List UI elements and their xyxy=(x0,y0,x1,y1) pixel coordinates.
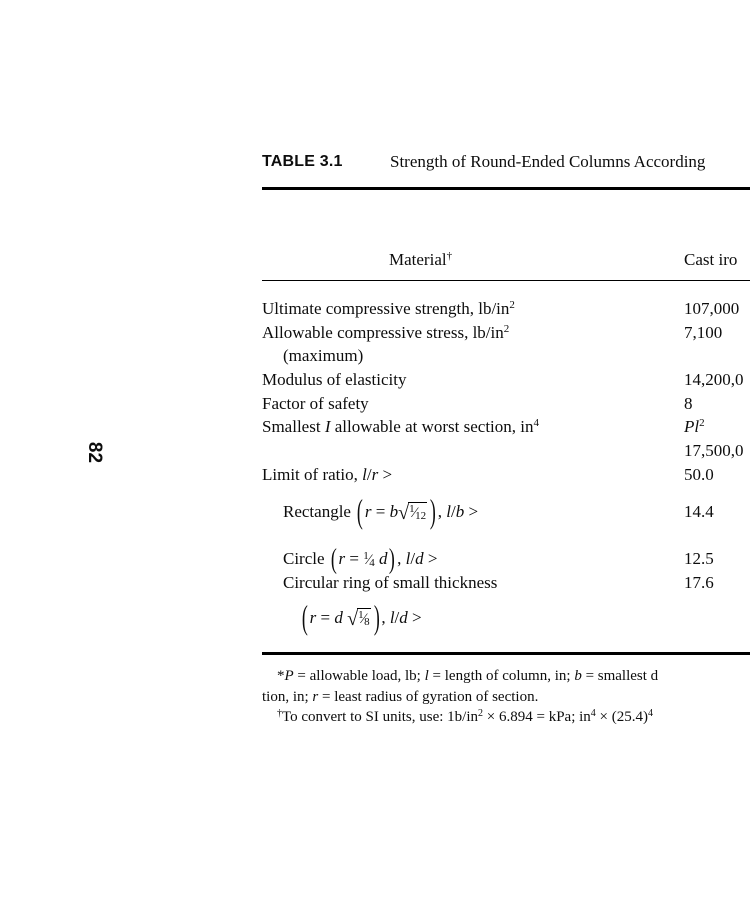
italic-text: l xyxy=(362,465,367,484)
italic-text: l xyxy=(694,417,700,436)
column-header-cast-iron xyxy=(684,248,737,272)
italic-text: l xyxy=(424,668,429,684)
footnote-line xyxy=(277,707,653,728)
text: = xyxy=(371,502,390,521)
text: / xyxy=(366,465,372,484)
text: = xyxy=(316,608,335,627)
italic-text: b xyxy=(389,502,399,521)
text: (maximum) xyxy=(283,346,364,365)
header-rule xyxy=(262,280,750,281)
case-fraction xyxy=(358,609,370,628)
text: Cast iro xyxy=(684,250,738,269)
case-fraction xyxy=(363,550,375,569)
italic-text: b xyxy=(574,668,582,684)
text: To convert to SI units, use: 1b/in xyxy=(282,709,479,725)
vinculum xyxy=(408,502,427,503)
table-title: Strength of Round-Ended Columns According xyxy=(390,152,706,171)
italic-text: P xyxy=(284,668,294,684)
text: * xyxy=(277,668,285,684)
row-label xyxy=(262,463,392,487)
text: Material xyxy=(389,250,447,269)
text: / xyxy=(394,608,400,627)
big-paren: ) xyxy=(429,492,436,531)
row-label xyxy=(262,368,406,392)
italic-text: l xyxy=(405,549,411,568)
italic-text: r xyxy=(371,465,379,484)
fraction-denominator: 12 xyxy=(415,510,427,522)
text: Circle xyxy=(283,549,329,568)
superscript: 4 xyxy=(648,708,653,719)
text: / xyxy=(410,549,416,568)
superscript: † xyxy=(277,708,282,719)
text: Allowable compressive stress, lb/in xyxy=(262,323,504,342)
text: = xyxy=(345,549,364,568)
italic-text: P xyxy=(684,417,695,436)
text: / xyxy=(451,502,456,521)
column-header-material xyxy=(389,248,452,272)
text: Smallest xyxy=(262,417,325,436)
square-root xyxy=(398,501,428,523)
text: Limit of ratio, xyxy=(262,465,363,484)
text: Modulus of elasticity xyxy=(262,370,407,389)
row-value xyxy=(684,463,714,487)
text: Circular ring of small thickness xyxy=(283,573,498,592)
row-value xyxy=(684,571,714,595)
big-paren: ( xyxy=(357,492,364,531)
footnote-line xyxy=(262,687,538,708)
radical-sign: √ xyxy=(347,608,359,630)
big-paren: ) xyxy=(389,542,396,575)
case-fraction xyxy=(409,503,426,522)
row-label xyxy=(300,598,422,637)
row-label xyxy=(283,344,363,368)
big-paren: ( xyxy=(301,598,308,637)
italic-text: r xyxy=(364,502,372,521)
italic-text: r xyxy=(312,689,319,705)
row-value xyxy=(684,321,722,345)
text: 8 xyxy=(684,394,693,413)
fraction-slash: ⁄ xyxy=(413,505,417,521)
italic-text: d xyxy=(334,608,343,627)
row-label xyxy=(283,492,479,531)
text: 14,200,0 xyxy=(684,370,744,389)
italic-text: r xyxy=(338,549,346,568)
text: , xyxy=(381,608,390,627)
text: = length of column, in; xyxy=(428,668,575,684)
row-label xyxy=(283,542,438,575)
text: , xyxy=(437,502,447,521)
text: Rectangle xyxy=(283,502,356,521)
footnote-line xyxy=(277,666,658,687)
square-root xyxy=(347,607,372,629)
text: > xyxy=(423,549,438,568)
italic-text: b xyxy=(455,502,465,521)
text: × 6.894 = kPa; in xyxy=(483,709,591,725)
page-number: 82 xyxy=(84,441,106,464)
row-label xyxy=(262,392,369,416)
italic-text: I xyxy=(324,417,331,436)
text: × (25.4) xyxy=(595,709,648,725)
row-value xyxy=(684,392,693,416)
text: Ultimate compressive strength, lb/in xyxy=(262,299,510,318)
top-rule xyxy=(262,187,750,190)
text: = smallest d xyxy=(581,668,659,684)
superscript: 2 xyxy=(478,708,484,719)
text: 14.4 xyxy=(684,502,714,521)
text: 107,000 xyxy=(684,299,740,318)
superscript: 4 xyxy=(533,417,539,429)
fraction-numerator: 1 xyxy=(363,550,369,562)
row-value xyxy=(684,547,714,571)
italic-text: d xyxy=(378,549,388,568)
italic-text: l xyxy=(446,502,452,521)
big-paren: ) xyxy=(373,598,380,637)
text: 12.5 xyxy=(684,549,714,568)
superscript: 4 xyxy=(590,708,596,719)
italic-text: r xyxy=(309,608,317,627)
fraction-numerator: 1 xyxy=(409,503,415,515)
text: 17.6 xyxy=(684,573,714,592)
row-value xyxy=(684,415,705,439)
fraction-slash: ⁄ xyxy=(367,552,371,568)
text: 17,500,0 xyxy=(684,441,744,460)
table-label: TABLE 3.1 xyxy=(262,153,343,170)
row-value xyxy=(684,500,714,524)
radical-sign: √ xyxy=(398,502,410,524)
row-value xyxy=(684,368,744,392)
superscript: 2 xyxy=(509,299,515,311)
text: , xyxy=(397,549,406,568)
superscript: 2 xyxy=(503,323,510,335)
text: allowable at worst section, in xyxy=(330,417,534,436)
superscript: † xyxy=(446,250,453,262)
text: > xyxy=(378,465,393,484)
row-label xyxy=(262,415,539,439)
row-label xyxy=(262,321,509,345)
superscript: 2 xyxy=(699,417,705,429)
italic-text: d xyxy=(399,608,408,627)
text: = allowable load, lb; xyxy=(293,668,425,684)
fraction-slash: ⁄ xyxy=(362,611,366,627)
fraction-denominator: 8 xyxy=(364,616,370,628)
text: tion, in; xyxy=(262,689,313,705)
fraction-denominator: 4 xyxy=(369,557,375,569)
fraction-numerator: 1 xyxy=(358,609,364,621)
italic-text: d xyxy=(415,549,424,568)
text: 50.0 xyxy=(684,465,714,484)
row-label xyxy=(283,571,497,595)
text: 7,100 xyxy=(684,323,723,342)
row-value xyxy=(684,439,744,463)
row-label xyxy=(262,297,515,321)
text: > xyxy=(407,608,422,627)
text: > xyxy=(464,502,479,521)
bottom-rule xyxy=(262,652,750,655)
vinculum xyxy=(357,608,371,609)
row-value xyxy=(684,297,739,321)
text: = least radius of gyration of section. xyxy=(318,689,539,705)
text: Factor of safety xyxy=(262,394,369,413)
italic-text: l xyxy=(389,608,395,627)
big-paren: ( xyxy=(330,542,337,575)
